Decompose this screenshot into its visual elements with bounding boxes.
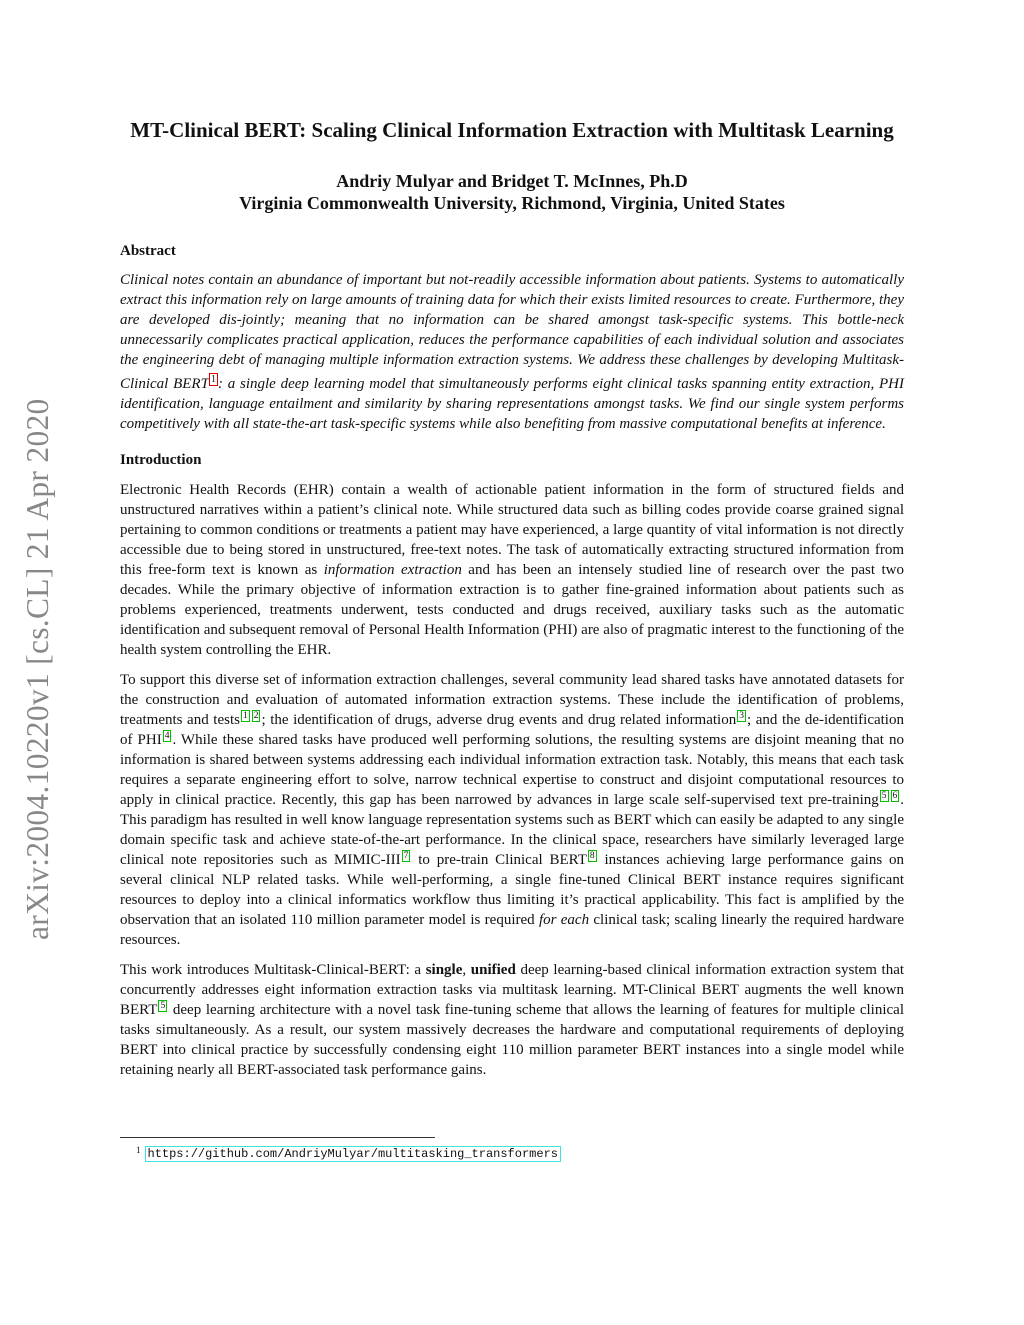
- text-run: This work introduces Multitask-Clinical-BERT: a: [120, 962, 426, 978]
- citation-link[interactable]: 5: [160, 1001, 166, 1011]
- text-run: clinical task; scaling linearly the required hardware resources.: [120, 912, 905, 948]
- citation-link[interactable]: 6: [892, 791, 898, 801]
- text-run: deep learning architecture with a novel task fine-tuning scheme that allows the learning of features for multiple clinical tasks simultaneously. As a result, our system massively decreases the hardware and computational requirements of deploying BERT into clinical practice by successfully condensing eight 110 million parameter BERT instances into a single model while retaining nearly all BERT-associated task performance gains.: [120, 1002, 904, 1078]
- citation-link[interactable]: 1: [242, 711, 248, 721]
- citation-link[interactable]: 8: [589, 851, 595, 861]
- author-block: [120, 170, 904, 214]
- text-run: Electronic Health Records (EHR) contain a wealth of actionable patient information in the form of structured fields and unstructured narratives within a patient’s clinical note. While structured data such as billing codes provide coarse grained signal pertaining to common conditions or treatments a patient may have experienced, a large quantity of vital information is not directly accessible due to being stored in unstructured, free-text notes. The task of automatically extracting structured information from this free-form text is known as: [120, 482, 904, 578]
- text-run: to pre-train Clinical BERT: [411, 852, 587, 868]
- arxiv-identifier: arXiv:2004.10220v1 [cs.CL] 21 Apr 2020: [20, 398, 55, 940]
- text-emphasis: for each: [538, 912, 590, 928]
- paper-body: [120, 118, 904, 1080]
- text-run: instances achieving large performance gains on several clinical NLP related tasks. While well-performing, a single fine-tuned Clinical BERT instance requires significant resources to deploy into a clinical informatics workflow thus limiting it’s practical applicability. This fact is amplified by the observation that an isolated 110 million parameter model is required: [120, 852, 905, 928]
- intro-paragraph-3: [120, 960, 904, 1080]
- text-bold: unified: [470, 962, 516, 978]
- citation-link[interactable]: 7: [403, 851, 409, 861]
- footnote-number: 1: [136, 1145, 141, 1155]
- abstract-text: [120, 270, 904, 434]
- text-run: To support this diverse set of information extraction challenges, several community lead shared tasks have annotated datasets for the construction and evaluation of automated information extraction systems. These include the identification of problems, treatments and tests: [120, 672, 904, 728]
- citation-link[interactable]: 3: [739, 711, 744, 721]
- text-bold: single: [425, 962, 463, 978]
- text-run: ; the identification of drugs, adverse drug events and drug related information: [261, 712, 737, 728]
- citation-link[interactable]: 4: [164, 731, 170, 741]
- footnote-url-link[interactable]: https://github.com/AndriyMulyar/multitasking_transformers: [145, 1146, 561, 1162]
- citation-link[interactable]: 5: [881, 791, 887, 801]
- abstract-heading: Abstract: [120, 243, 176, 259]
- author-affiliation: Virginia Commonwealth University, Richmond, Virginia, United States: [239, 193, 785, 213]
- text-run: . This paradigm has resulted in well know language representation systems such as BERT which can easily be adapted to any single domain specific task and achieve state-of-the-art performance. In the clinical space, researchers have similarly leveraged large clinical note repositories such as MIMIC-III: [120, 792, 904, 868]
- abstract-part: : a single deep learning model that simultaneously performs eight clinical tasks spanning entity extraction, PHI identification, language entailment and similarity by sharing representations amongst tasks. We find our single system performs competitively with all state-the-art task-specific systems while also benefiting from massive computational benefits at inference.: [120, 376, 904, 432]
- text-run: ,: [462, 962, 471, 978]
- intro-paragraph-1: [120, 480, 904, 660]
- intro-paragraph-2: [120, 670, 904, 950]
- text-run: and has been an intensely studied line of research over the past two decades. While the primary objective of information extraction is to gather fine-grained information about patients such as problems experienced, treatments underwent, tests conducted and drugs received, auxiliary tasks such as the automatic identification and subsequent removal of Personal Health Information (PHI) are also of pragmatic interest to the functioning of the health system controlling the EHR.: [120, 562, 905, 658]
- text-emphasis: information extraction: [323, 562, 462, 578]
- text-run: ; and the de-identification of PHI: [120, 712, 904, 748]
- footnote-divider: [120, 1137, 435, 1138]
- author-names: Andriy Mulyar and Bridget T. McInnes, Ph.D: [336, 171, 688, 191]
- introduction-heading: Introduction: [120, 452, 202, 468]
- text-run: deep learning-based clinical information extraction system that concurrently addresses eight information extraction tasks via multitask learning. MT-Clinical BERT augments the well known BERT: [120, 962, 905, 1018]
- footnote-link[interactable]: 1: [210, 374, 216, 385]
- paper-title: MT-Clinical BERT: Scaling Clinical Information Extraction with Multitask Learning: [130, 118, 894, 142]
- citation-link[interactable]: 2: [253, 711, 259, 721]
- abstract-part: Clinical notes contain an abundance of important but not-readily accessible information about patients. Systems to automatically extract this information rely on large amounts of training data for which their exists limited resources to create. Furthermore, they are developed dis-jointly; meaning that no information can be shared amongst task-specific systems. This bottle-neck unnecessarily complicates practical application, reduces the performance capabilities of each individual solution and associates the engineering debt of managing multiple information extraction systems. We address these challenges by developing Multitask-Clinical BERT: [120, 272, 904, 392]
- footnote: [136, 1143, 561, 1161]
- text-run: . While these shared tasks have produced well performing solutions, the resulting systems are disjoint meaning that no information is shared between systems addressing each individual information extraction task. Notably, this means that each task requires a separate engineering effort to solve, narrow technical expertise to construct and disjoint computational resources to apply in clinical practice. Recently, this gap has been narrowed by advances in large scale self-supervised text pre-training: [120, 732, 904, 808]
- introduction-section: [120, 480, 904, 1080]
